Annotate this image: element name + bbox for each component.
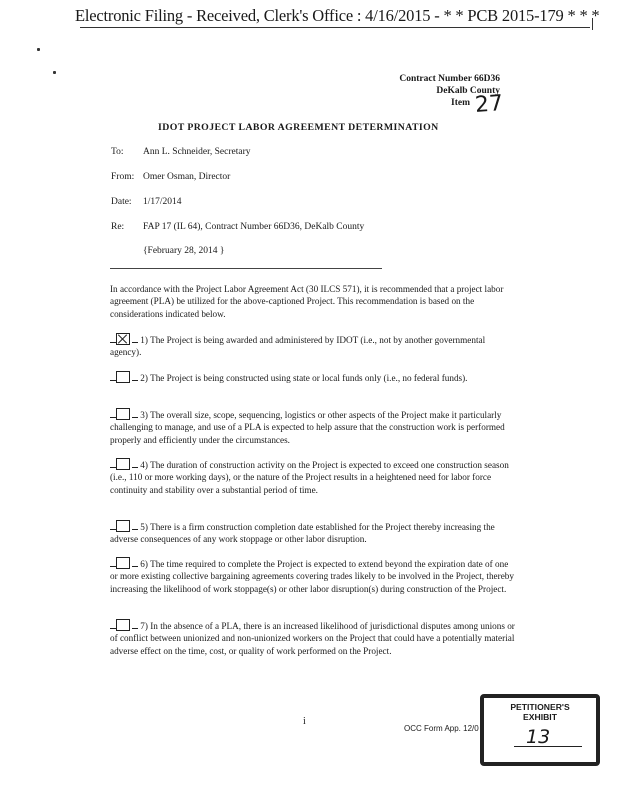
checkbox-criterion-2[interactable] (116, 371, 130, 383)
criterion-6 (110, 557, 515, 595)
criterion-text: 5) There is a firm construction completion date established for the Project thereby increasing the adverse consequences of any work stoppage or other labor disruption. (110, 522, 495, 545)
criterion-3 (110, 408, 515, 446)
criterion-4 (110, 458, 515, 496)
scan-speck (37, 48, 40, 51)
criterion-7 (110, 619, 515, 657)
contract-number: Contract Number 66D36 (399, 74, 500, 84)
item-label: Item (451, 98, 470, 108)
exhibit-number: 13 (526, 726, 551, 748)
criterion-1 (110, 333, 515, 359)
criterion-5 (110, 520, 515, 546)
memo-to-value: Ann L. Schneider, Secretary (143, 147, 251, 157)
item-number-handwritten: 27 (474, 91, 504, 118)
intro-paragraph: In accordance with the Project Labor Agreement Act (30 ILCS 571), it is recommended that a project labor agreement (PLA) be utilized for the above-captioned Project. This recommendation is based on the considerations indicated below. (110, 284, 504, 319)
memo-date-label: Date: (111, 197, 132, 207)
header-rule (80, 27, 590, 28)
memo-to-label: To: (111, 147, 124, 157)
criterion-text: 4) The duration of construction activity on the Project is expected to exceed one construction season (i.e., 110 or more working days), or the nature of the Project results in a heightened need for labor force continuity and stability over a substantial period of time. (110, 460, 509, 495)
exhibit-stamp-title: PETITIONER'S EXHIBIT (510, 702, 570, 722)
criterion-text: 1) The Project is being awarded and administered by IDOT (i.e., not by another governmental agency). (110, 335, 486, 358)
document-title: IDOT PROJECT LABOR AGREEMENT DETERMINATION (158, 122, 439, 133)
criterion-text: 2) The Project is being constructed using state or local funds only (i.e., no federal funds). (140, 373, 468, 383)
criterion-text: 6) The time required to complete the Project is expected to extend beyond the expiration date of one or more existing collective bargaining agreements covering trades likely to be involved in the Project, thereby increasing the likelihood of work stoppage(s) or other labor disruption(s) during construction of the Project. (110, 559, 514, 594)
checkbox-criterion-6[interactable] (116, 557, 130, 569)
memo-from-value: Omer Osman, Director (143, 172, 231, 182)
criterion-2 (110, 371, 515, 384)
corner-mark (592, 18, 593, 30)
county: DeKalb County (436, 86, 500, 96)
filing-header: Electronic Filing - Received, Clerk's Office : 4/16/2015 - * * PCB 2015-179 * * * (75, 6, 600, 25)
form-reference: OCC Form App. 12/0 (404, 724, 479, 733)
exhibit-number-line (514, 746, 582, 747)
checkbox-criterion-4[interactable] (116, 458, 130, 470)
scan-speck (53, 71, 56, 74)
checkbox-criterion-5[interactable] (116, 520, 130, 532)
criterion-text: 3) The overall size, scope, sequencing, logistics or other aspects of the Project make it particularly challenging to manage, and use of a PLA is expected to help assure that the construction work is performed properly and efficiently under the circumstances. (110, 410, 505, 445)
checkbox-criterion-3[interactable] (116, 408, 130, 420)
checkbox-criterion-1[interactable] (116, 333, 130, 345)
memo-re-value: FAP 17 (IL 64), Contract Number 66D36, DeKalb County (143, 222, 365, 232)
divider (110, 268, 382, 269)
memo-from-label: From: (111, 172, 135, 182)
memo-re-label: Re: (111, 222, 125, 232)
checkbox-criterion-7[interactable] (116, 619, 130, 631)
page-mark: i (303, 716, 306, 727)
exhibit-stamp (480, 694, 600, 766)
criterion-text: 7) In the absence of a PLA, there is an increased likelihood of jurisdictional disputes among unions or of conflict between unionized and non-unionized workers on the Project that could have a potentially material adverse effect on the time, cost, or quality of work performed on the Project. (110, 621, 515, 656)
memo-date-value: 1/17/2014 (143, 197, 182, 207)
letting-date: {February 28, 2014 } (143, 246, 225, 256)
